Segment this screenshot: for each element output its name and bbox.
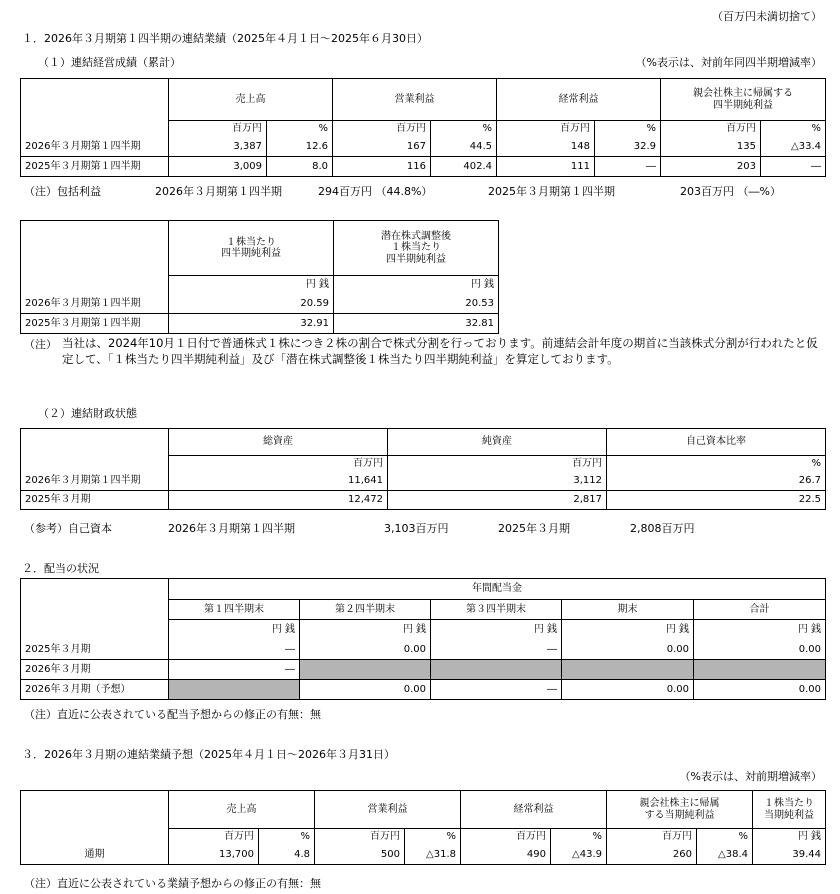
col-net-profit: 親会社株主に帰属 する当期純利益 <box>607 791 753 829</box>
unit-label: % <box>761 121 826 137</box>
unit-label: 百万円 <box>315 829 405 845</box>
cell-net-pct: △38.4 <box>697 845 753 865</box>
equity-ref-value2: 2,808百万円 <box>630 522 695 535</box>
cell-net-pct: ― <box>761 157 826 177</box>
cell-sales: 3,387 <box>169 137 267 157</box>
cell-end: 0.00 <box>562 680 694 700</box>
cell-eps: 39.44 <box>753 845 826 865</box>
row-label: 2025年３月期第１四半期 <box>21 157 169 177</box>
equity-ref-period1: 2026年３月期第１四半期 <box>168 522 295 535</box>
cell-ord: 490 <box>461 845 551 865</box>
row-label: 2026年３月期第１四半期 <box>21 472 169 491</box>
unit-label: % <box>607 456 826 472</box>
unit-label: 円 銭 <box>562 620 694 640</box>
table-row <box>21 472 826 491</box>
row-label: 2026年３月期第１四半期 <box>21 294 169 314</box>
operating-results-table <box>20 78 826 177</box>
col-q3-end: 第３四半期末 <box>431 600 562 620</box>
unit-label: 百万円 <box>169 456 388 472</box>
col-sales: 売上高 <box>169 79 333 121</box>
cell-q3: ― <box>431 640 562 660</box>
col-q1-end: 第１四半期末 <box>169 600 300 620</box>
comprehensive-income-period2: 2025年３月期第１四半期 <box>488 185 615 198</box>
section3-title: ３．2026年３月期の連結業績予想（2025年４月１日～2026年３月31日） <box>22 748 395 761</box>
table-row <box>21 294 499 314</box>
unit-label: 円 銭 <box>169 276 334 294</box>
table-row <box>21 640 826 660</box>
row-label: 2026年３月期（予想） <box>21 680 169 700</box>
comprehensive-income-label: （注）包括利益 <box>24 185 101 198</box>
header-blank <box>21 79 169 121</box>
col-eps: １株当たり 四半期純利益 <box>169 221 334 276</box>
col-operating-profit: 営業利益 <box>315 791 461 829</box>
unit-label: 百万円 <box>497 121 595 137</box>
financial-position-table <box>20 428 826 510</box>
unit-label: % <box>259 829 315 845</box>
eps-note-prefix: （注） <box>24 338 57 351</box>
cell-equity-ratio: 22.5 <box>607 491 826 510</box>
row-label: 2025年３月期第１四半期 <box>21 314 169 334</box>
table-row <box>21 491 826 510</box>
cell-diluted-eps: 32.81 <box>334 314 499 334</box>
row-label: 通期 <box>21 845 169 865</box>
col-total: 合計 <box>694 600 826 620</box>
unit-label: 円 銭 <box>694 620 826 640</box>
cell-net-assets: 3,112 <box>388 472 607 491</box>
comprehensive-income-period1: 2026年３月期第１四半期 <box>155 185 282 198</box>
col-net-profit: 親会社株主に帰属する 四半期純利益 <box>661 79 826 121</box>
unit-label: % <box>431 121 497 137</box>
cell-net: 203 <box>661 157 761 177</box>
eps-table <box>20 220 499 334</box>
col-equity-ratio: 自己資本比率 <box>607 429 826 456</box>
cell-op: 167 <box>333 137 431 157</box>
cell-eps: 32.91 <box>169 314 334 334</box>
sub1-rate-note: （%表示は、対前年同四半期増減率） <box>635 56 822 69</box>
unit-note: （百万円未満切捨て） <box>712 10 822 23</box>
cell-sales: 13,700 <box>169 845 259 865</box>
unit-label: 百万円 <box>661 121 761 137</box>
table-row <box>21 845 826 865</box>
cell-total-assets: 11,641 <box>169 472 388 491</box>
unit-label: 百万円 <box>169 829 259 845</box>
cell-q2 <box>300 660 431 680</box>
cell-sales: 3,009 <box>169 157 267 177</box>
unit-label: % <box>551 829 607 845</box>
unit-label: 百万円 <box>461 829 551 845</box>
unit-label: 円 銭 <box>334 276 499 294</box>
forecast-table <box>20 790 826 865</box>
cell-q1: ― <box>169 660 300 680</box>
comprehensive-income-value2: 203百万円 （―%） <box>680 185 781 198</box>
cell-q3: ― <box>431 680 562 700</box>
sub1-title: （１）連結経営成績（累計） <box>38 56 181 69</box>
eps-note-text: 当社は、2024年10月１日付で普通株式１株につき２株の割合で株式分割を行っております。前連結会計年度の期首に当該株式分割が行われたと仮定して、「１株当たり四半期純利益」及び「潜在株式調整後１株当たり四半期純利益」を算定しております。 <box>62 336 818 366</box>
cell-q1 <box>169 680 300 700</box>
cell-q3 <box>431 660 562 680</box>
unit-label: 円 銭 <box>753 829 826 845</box>
unit-label: 円 銭 <box>169 620 300 640</box>
cell-total: 0.00 <box>694 680 826 700</box>
row-label: 2025年３月期 <box>21 640 169 660</box>
equity-ref-value1: 3,103百万円 <box>384 522 449 535</box>
table-row <box>21 137 826 157</box>
cell-q1: ― <box>169 640 300 660</box>
section3-rate-note: （%表示は、対前期増減率） <box>679 770 822 783</box>
col-eps: １株当たり 当期純利益 <box>753 791 826 829</box>
cell-op: 500 <box>315 845 405 865</box>
col-diluted-eps: 潜在株式調整後 １株当たり 四半期純利益 <box>334 221 499 276</box>
cell-net: 135 <box>661 137 761 157</box>
col-ordinary-profit: 経常利益 <box>461 791 607 829</box>
cell-diluted-eps: 20.53 <box>334 294 499 314</box>
unit-label: % <box>697 829 753 845</box>
cell-op: 116 <box>333 157 431 177</box>
table-row <box>21 157 826 177</box>
col-q2-end: 第２四半期末 <box>300 600 431 620</box>
comprehensive-income-value1: 294百万円 （44.8%） <box>318 185 433 198</box>
cell-ord-pct: 32.9 <box>595 137 661 157</box>
cell-net: 260 <box>607 845 697 865</box>
table-row <box>21 660 826 680</box>
unit-label: 百万円 <box>169 121 267 137</box>
cell-ord-pct: ― <box>595 157 661 177</box>
equity-ref-label: （参考）自己資本 <box>24 522 112 535</box>
unit-label: % <box>267 121 333 137</box>
sub2-title: （２）連結財政状態 <box>38 407 137 420</box>
row-label: 2025年３月期 <box>21 491 169 510</box>
unit-label: % <box>595 121 661 137</box>
cell-equity-ratio: 26.7 <box>607 472 826 491</box>
section1-title: １．2026年３月期第１四半期の連結業績（2025年４月１日～2025年６月30日） <box>22 32 428 45</box>
col-ordinary-profit: 経常利益 <box>497 79 661 121</box>
col-total-assets: 総資産 <box>169 429 388 456</box>
cell-q2: 0.00 <box>300 680 431 700</box>
cell-ord: 148 <box>497 137 595 157</box>
col-operating-profit: 営業利益 <box>333 79 497 121</box>
cell-op-pct: 402.4 <box>431 157 497 177</box>
cell-ord-pct: △43.9 <box>551 845 607 865</box>
dividends-table <box>20 578 826 700</box>
cell-sales-pct: 4.8 <box>259 845 315 865</box>
cell-eps: 20.59 <box>169 294 334 314</box>
unit-label: 円 銭 <box>300 620 431 640</box>
unit-label: 百万円 <box>333 121 431 137</box>
cell-total: 0.00 <box>694 640 826 660</box>
cell-total <box>694 660 826 680</box>
row-label: 2026年３月期 <box>21 660 169 680</box>
col-net-assets: 純資産 <box>388 429 607 456</box>
annual-dividend-header: 年間配当金 <box>169 579 826 600</box>
cell-end: 0.00 <box>562 640 694 660</box>
cell-op-pct: △31.8 <box>405 845 461 865</box>
cell-ord: 111 <box>497 157 595 177</box>
cell-end <box>562 660 694 680</box>
col-sales: 売上高 <box>169 791 315 829</box>
cell-op-pct: 44.5 <box>431 137 497 157</box>
forecast-revision-note: （注）直近に公表されている業績予想からの修正の有無：無 <box>24 877 321 890</box>
cell-net-pct: △33.4 <box>761 137 826 157</box>
row-label: 2026年３月期第１四半期 <box>21 137 169 157</box>
section2-title: ２．配当の状況 <box>22 562 99 575</box>
unit-label: 百万円 <box>388 456 607 472</box>
col-year-end: 期末 <box>562 600 694 620</box>
cell-q2: 0.00 <box>300 640 431 660</box>
cell-sales-pct: 12.6 <box>267 137 333 157</box>
equity-ref-period2: 2025年３月期 <box>498 522 570 535</box>
unit-label: 円 銭 <box>431 620 562 640</box>
table-row <box>21 314 499 334</box>
dividend-revision-note: （注）直近に公表されている配当予想からの修正の有無：無 <box>24 708 321 721</box>
cell-total-assets: 12,472 <box>169 491 388 510</box>
cell-net-assets: 2,817 <box>388 491 607 510</box>
cell-sales-pct: 8.0 <box>267 157 333 177</box>
table-row <box>21 680 826 700</box>
unit-label: 百万円 <box>607 829 697 845</box>
unit-label: % <box>405 829 461 845</box>
